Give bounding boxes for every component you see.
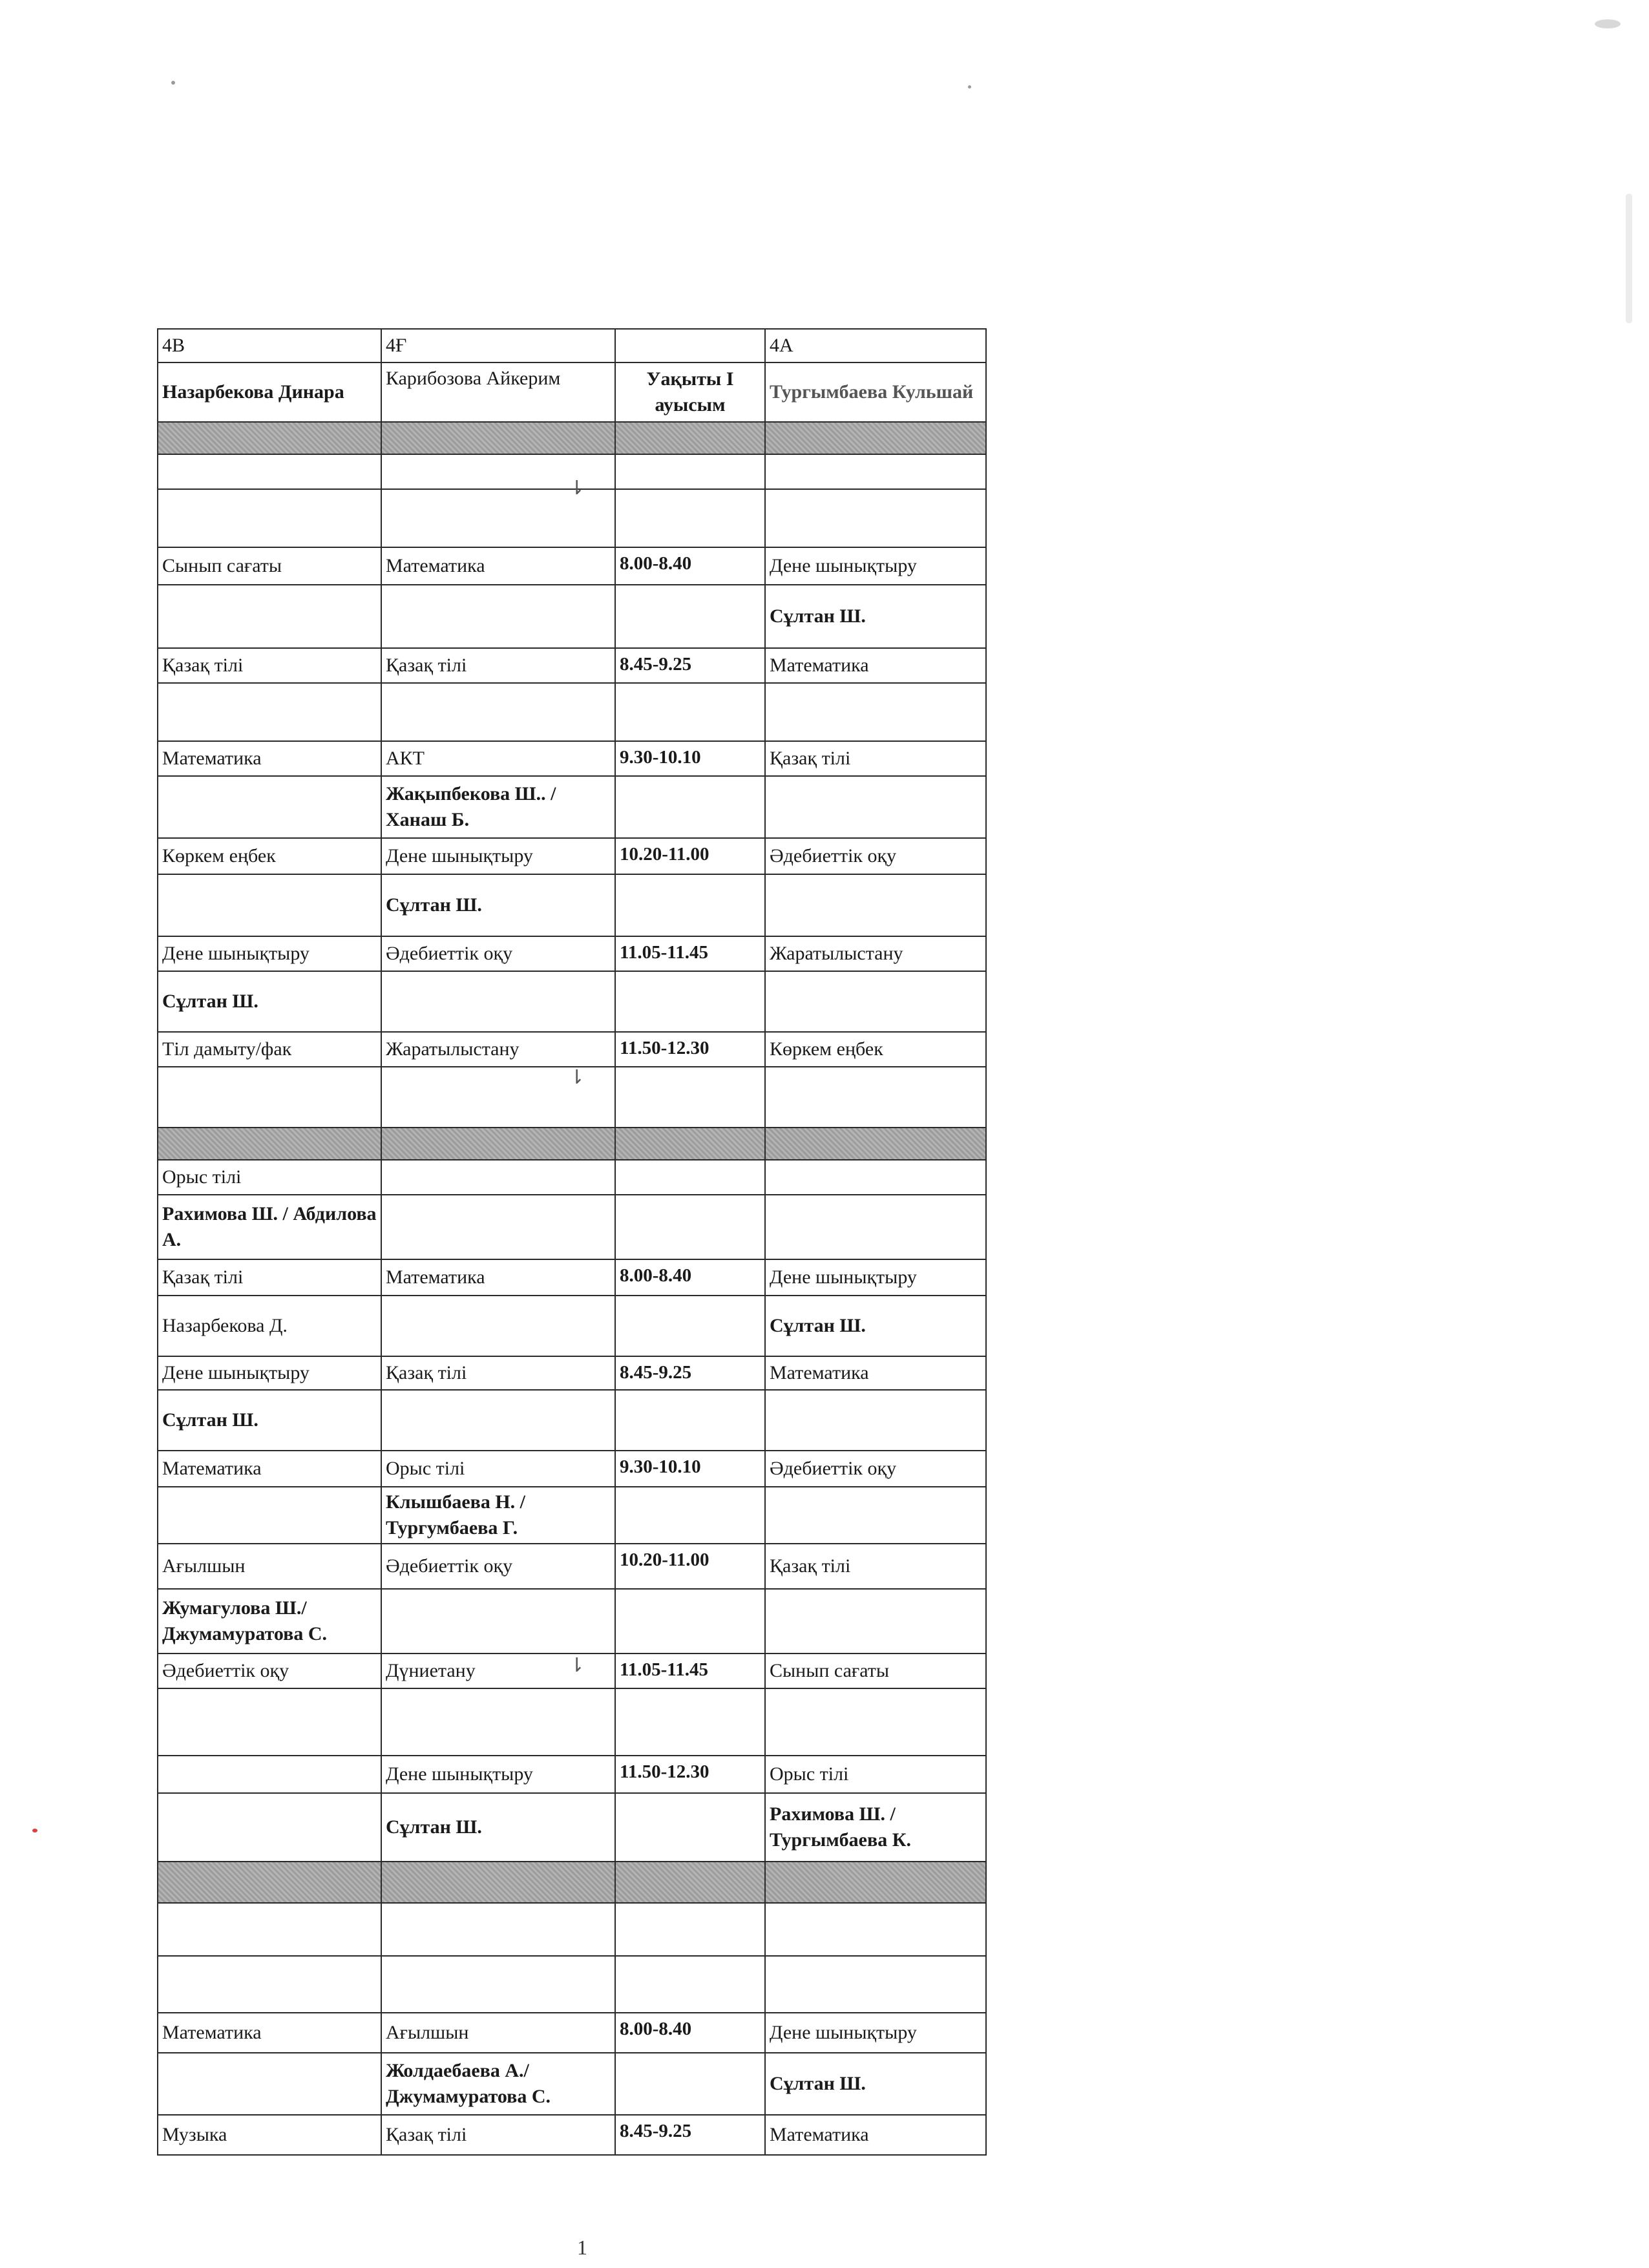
lesson-cell: Ағылшын [158,1544,381,1589]
lesson-cell [381,1195,615,1259]
lesson-time [615,1793,765,1862]
schedule-row [158,1793,986,1862]
lesson-cell: Қазақ тілі [381,2115,615,2155]
lesson-cell: Клышбаева Н. / Тургумбаева Г. [381,1487,615,1544]
teacher-name: Тургымбаева Кульшай [765,362,986,422]
lesson-cell: Жолдаебаева А./ Джумамуратова С. [381,2053,615,2115]
lesson-time [615,1195,765,1259]
divider-cell [158,1128,381,1160]
lesson-cell: Орыс тілі [158,1160,381,1195]
lesson-cell [158,1756,381,1793]
lesson-time: 11.05-11.45 [615,1654,765,1688]
lesson-cell: Математика [765,648,986,683]
scan-speck [968,85,971,89]
lesson-cell [158,454,381,489]
lesson-cell: Математика [381,547,615,585]
schedule-row [158,1956,986,2013]
lesson-time [615,454,765,489]
lesson-cell: Қазақ тілі [381,1356,615,1390]
lesson-cell: Сұлтан Ш. [158,971,381,1032]
lesson-cell [158,1487,381,1544]
lesson-cell: Жаратылыстану [381,1032,615,1067]
lesson-cell [158,1067,381,1128]
lesson-cell [381,585,615,648]
scan-speck [32,1829,37,1832]
lesson-time [615,489,765,547]
lesson-cell [158,1956,381,2013]
divider-cell [765,422,986,454]
lesson-cell: Дене шынықтыру [381,838,615,874]
lesson-cell [765,1903,986,1956]
scan-arrow-mark: ⇂ [569,1654,585,1677]
lesson-cell: Сұлтан Ш. [381,1793,615,1862]
schedule-row [158,1259,986,1296]
lesson-cell [158,2053,381,2115]
lesson-time [615,2053,765,2115]
lesson-time [615,874,765,936]
scan-smudge [1595,19,1621,28]
lesson-cell [765,1487,986,1544]
lesson-cell: Қазақ тілі [765,741,986,776]
lesson-time: 11.50-12.30 [615,1032,765,1067]
lesson-cell: Сұлтан Ш. [765,585,986,648]
lesson-cell: Жаратылыстану [765,936,986,971]
schedule-row [158,1589,986,1654]
lesson-cell [381,971,615,1032]
lesson-cell: Музыка [158,2115,381,2155]
lesson-time [615,683,765,741]
lesson-cell: Көркем еңбек [158,838,381,874]
teacher-header-row [158,362,986,422]
lesson-time: 10.20-11.00 [615,1544,765,1589]
schedule-row [158,683,986,741]
schedule-row [158,1903,986,1956]
divider-cell [765,1862,986,1903]
lesson-cell [765,1067,986,1128]
lesson-cell [381,1390,615,1451]
lesson-time: 9.30-10.10 [615,741,765,776]
lesson-cell: Дене шынықтыру [765,2013,986,2053]
section-divider-row [158,422,986,454]
lesson-cell: Дене шынықтыру [381,1756,615,1793]
lesson-cell: Әдебиеттік оқу [765,838,986,874]
schedule-row [158,971,986,1032]
lesson-time: 10.20-11.00 [615,838,765,874]
lesson-time: 9.30-10.10 [615,1451,765,1487]
schedule-table [157,328,987,2156]
section-divider-row [158,1862,986,1903]
lesson-cell [158,683,381,741]
lesson-cell [158,585,381,648]
lesson-cell: Рахимова Ш. / Тургымбаева К. [765,1793,986,1862]
lesson-cell: Сұлтан Ш. [765,2053,986,2115]
schedule-row [158,585,986,648]
lesson-cell: Жақыпбекова Ш.. / Ханаш Б. [381,776,615,838]
lesson-cell: Қазақ тілі [765,1544,986,1589]
schedule-row [158,1032,986,1067]
lesson-time [615,1688,765,1756]
lesson-cell [158,489,381,547]
lesson-cell: Әдебиеттік оқу [158,1654,381,1688]
lesson-cell: АКТ [381,741,615,776]
schedule-row [158,1390,986,1451]
scan-arrow-mark: ⇂ [569,1066,585,1089]
lesson-cell [765,971,986,1032]
lesson-cell: Сынып сағаты [765,1654,986,1688]
divider-cell [381,422,615,454]
schedule-row [158,547,986,585]
lesson-time: 11.50-12.30 [615,1756,765,1793]
lesson-cell: Әдебиеттік оқу [765,1451,986,1487]
lesson-cell: Дене шынықтыру [158,1356,381,1390]
lesson-cell [381,1903,615,1956]
lesson-cell [765,489,986,547]
lesson-time: 8.00-8.40 [615,547,765,585]
lesson-cell [765,874,986,936]
page-mark: 1 [577,2236,587,2259]
lesson-cell: Тіл дамыту/фак [158,1032,381,1067]
lesson-time: 8.45-9.25 [615,1356,765,1390]
teacher-name: Назарбекова Динара [158,362,381,422]
lesson-cell: Көркем еңбек [765,1032,986,1067]
lesson-time: 8.00-8.40 [615,2013,765,2053]
lesson-cell: Қазақ тілі [381,648,615,683]
scan-edge [1626,194,1632,323]
lesson-time [615,1487,765,1544]
lesson-time [615,1160,765,1195]
class-label: 4В [158,329,381,362]
schedule-row [158,1195,986,1259]
scan-speck [171,81,175,85]
lesson-cell: Жумагулова Ш./ Джумамуратова С. [158,1589,381,1654]
lesson-cell [765,1688,986,1756]
teacher-name: Карибозова Айкерим [381,362,615,422]
lesson-time [615,1589,765,1654]
lesson-cell: Қазақ тілі [158,648,381,683]
lesson-cell: Сұлтан Ш. [158,1390,381,1451]
lesson-cell [158,1688,381,1756]
lesson-cell: Әдебиеттік оқу [381,936,615,971]
lesson-time [615,585,765,648]
lesson-time [615,1067,765,1128]
lesson-cell [381,1956,615,2013]
lesson-time [615,1390,765,1451]
lesson-time [615,971,765,1032]
schedule-row [158,776,986,838]
lesson-cell [381,1589,615,1654]
lesson-time: 8.45-9.25 [615,648,765,683]
lesson-cell [381,1688,615,1756]
lesson-cell: Дене шынықтыру [765,1259,986,1296]
lesson-cell: Қазақ тілі [158,1259,381,1296]
lesson-cell: Дене шынықтыру [158,936,381,971]
schedule-row [158,2115,986,2155]
divider-cell [615,422,765,454]
schedule-row [158,1688,986,1756]
lesson-cell: Сұлтан Ш. [381,874,615,936]
schedule-row [158,1487,986,1544]
schedule-row [158,936,986,971]
lesson-cell [158,776,381,838]
schedule-body [158,329,986,2155]
lesson-cell [381,1160,615,1195]
lesson-cell: Ағылшын [381,2013,615,2053]
lesson-cell: Математика [381,1259,615,1296]
time-column-header: Уақыты I ауысым [615,362,765,422]
lesson-cell [765,454,986,489]
lesson-cell: Назарбекова Д. [158,1296,381,1356]
lesson-cell [765,1390,986,1451]
lesson-cell [381,1296,615,1356]
schedule-row [158,2053,986,2115]
lesson-cell [158,874,381,936]
schedule-row [158,1756,986,1793]
lesson-time: 8.45-9.25 [615,2115,765,2155]
divider-cell [615,1128,765,1160]
schedule-row [158,1296,986,1356]
lesson-cell: Орыс тілі [381,1451,615,1487]
lesson-cell: Математика [765,2115,986,2155]
lesson-cell [765,776,986,838]
schedule-row [158,838,986,874]
lesson-time [615,776,765,838]
lesson-time [615,1903,765,1956]
schedule-row [158,648,986,683]
lesson-cell: Дүниетану [381,1654,615,1688]
lesson-cell: Сұлтан Ш. [765,1296,986,1356]
class-label [615,329,765,362]
lesson-time [615,1956,765,2013]
divider-cell [158,422,381,454]
lesson-cell [158,1793,381,1862]
lesson-cell: Математика [158,741,381,776]
class-header-row [158,329,986,362]
divider-cell [381,1128,615,1160]
lesson-cell: Математика [158,2013,381,2053]
schedule-row [158,1356,986,1390]
lesson-cell [158,1903,381,1956]
lesson-cell: Дене шынықтыру [765,547,986,585]
lesson-cell: Рахимова Ш. / Абдилова А. [158,1195,381,1259]
class-label: 4А [765,329,986,362]
lesson-time: 8.00-8.40 [615,1259,765,1296]
schedule-row [158,741,986,776]
schedule-row [158,1160,986,1195]
lesson-cell: Әдебиеттік оқу [381,1544,615,1589]
scan-arrow-mark: ⇂ [569,477,585,499]
divider-cell [615,1862,765,1903]
divider-cell [765,1128,986,1160]
lesson-cell: Орыс тілі [765,1756,986,1793]
lesson-cell [765,1589,986,1654]
lesson-cell [765,1160,986,1195]
section-divider-row [158,1128,986,1160]
lesson-cell [765,683,986,741]
schedule-row [158,1544,986,1589]
lesson-cell: Математика [158,1451,381,1487]
divider-cell [381,1862,615,1903]
lesson-time: 11.05-11.45 [615,936,765,971]
divider-cell [158,1862,381,1903]
schedule-row [158,1451,986,1487]
lesson-cell [765,1195,986,1259]
lesson-cell: Математика [765,1356,986,1390]
schedule-row [158,2013,986,2053]
lesson-cell [765,1956,986,2013]
lesson-cell: Сынып сағаты [158,547,381,585]
class-label: 4Ғ [381,329,615,362]
schedule-row [158,874,986,936]
lesson-cell [381,683,615,741]
lesson-time [615,1296,765,1356]
